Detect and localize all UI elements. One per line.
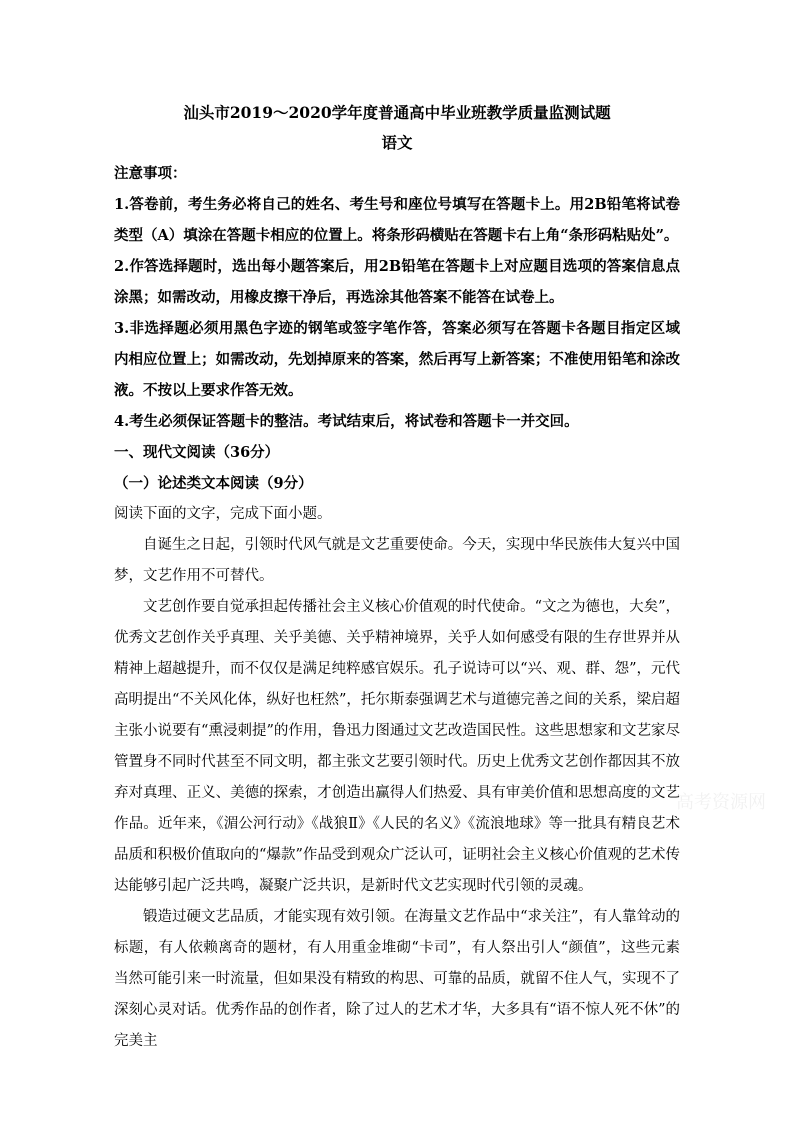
notes-heading: 注意事项：	[114, 165, 187, 182]
passage-paragraph: 文艺创作要自觉承担起传播社会主义核心价值观的时代使命。“文之为德也，大矣”，优秀文艺创作关乎真理、关乎美德、关乎精神境界，关乎人如何感受有限的生存世界并从精神上超越提升，而不仅仅是满足纯粹感官娱乐。孔子说诗可以“兴、观、群、怨”，元代高明提出“不关风化体，纵好也枉然”，托尔斯泰强调艺术与道德完善之间的关系，梁启超主张小说要有“熏浸刺提”的作用，鲁迅力图通过文艺改造国民性。这些思想家和文艺家尽管置身不同时代甚至不同文明，都主张文艺要引领时代。历史上优秀文艺创作都因其不放弃对真理、正义、美德的探索，才创造出赢得人们热爱、具有审美价值和思想高度的文艺作品。近年来，《湄公河行动》《战狼Ⅱ》《人民的名义》《流浪地球》等一批具有精良艺术品质和积极价值取向的“爆款”作品受到观众广泛认可，证明社会主义核心价值观的艺术传达能够引起广泛共鸣，凝聚广泛共识，是新时代文艺实现时代引领的灵魂。	[114, 599, 680, 894]
subsection-heading: （一）论述类文本阅读（9分）	[114, 475, 313, 492]
passage-paragraph: 自诞生之日起，引领时代风气就是文艺重要使命。今天，实现中华民族伟大复兴中国梦，文艺作用不可替代。	[114, 537, 680, 584]
note-item: 1.答卷前，考生务必将自己的姓名、考生号和座位号填写在答题卡上。用2B铅笔将试卷类型（A）填涂在答题卡相应的位置上。将条形码横贴在答题卡右上角“条形码粘贴处”。	[114, 196, 680, 244]
exam-subject: 语文	[381, 133, 413, 152]
watermark: 高考资源网	[676, 792, 766, 813]
reading-instruction: 阅读下面的文字，完成下面小题。	[114, 506, 332, 522]
note-item: 4.考生必须保证答题卡的整洁。考试结束后，将试卷和答题卡一并交回。	[114, 413, 579, 430]
section-heading: 一、现代文阅读（36分）	[114, 444, 280, 461]
exam-title: 汕头市2019～2020学年度普通高中毕业班教学质量监测试题	[183, 103, 611, 122]
note-item: 2.作答选择题时，选出每小题答案后，用2B铅笔在答题卡上对应题目选项的答案信息点涂黑；如需改动，用橡皮擦干净后，再选涂其他答案不能答在试卷上。	[114, 258, 680, 306]
note-item: 3.非选择题必须用黑色字迹的钢笔或签字笔作答，答案必须写在答题卡各题目指定区域内相应位置上；如需改动，先划掉原来的答案，然后再写上新答案；不准使用铅笔和涂改液。不按以上要求作答无效。	[114, 320, 680, 399]
exam-page	[114, 98, 680, 1057]
passage-paragraph: 锻造过硬文艺品质，才能实现有效引领。在海量文艺作品中“求关注”，有人靠耸动的标题，有人依赖离奇的题材，有人用重金堆砌“卡司”，有人祭出引人“颜值”，这些元素当然可能引来一时流量，但如果没有精致的构思、可靠的品质，就留不住人气，实现不了深刻心灵对话。优秀作品的创作者，除了过人的艺术才华，大多具有“语不惊人死不休”的完美主	[114, 909, 680, 1049]
